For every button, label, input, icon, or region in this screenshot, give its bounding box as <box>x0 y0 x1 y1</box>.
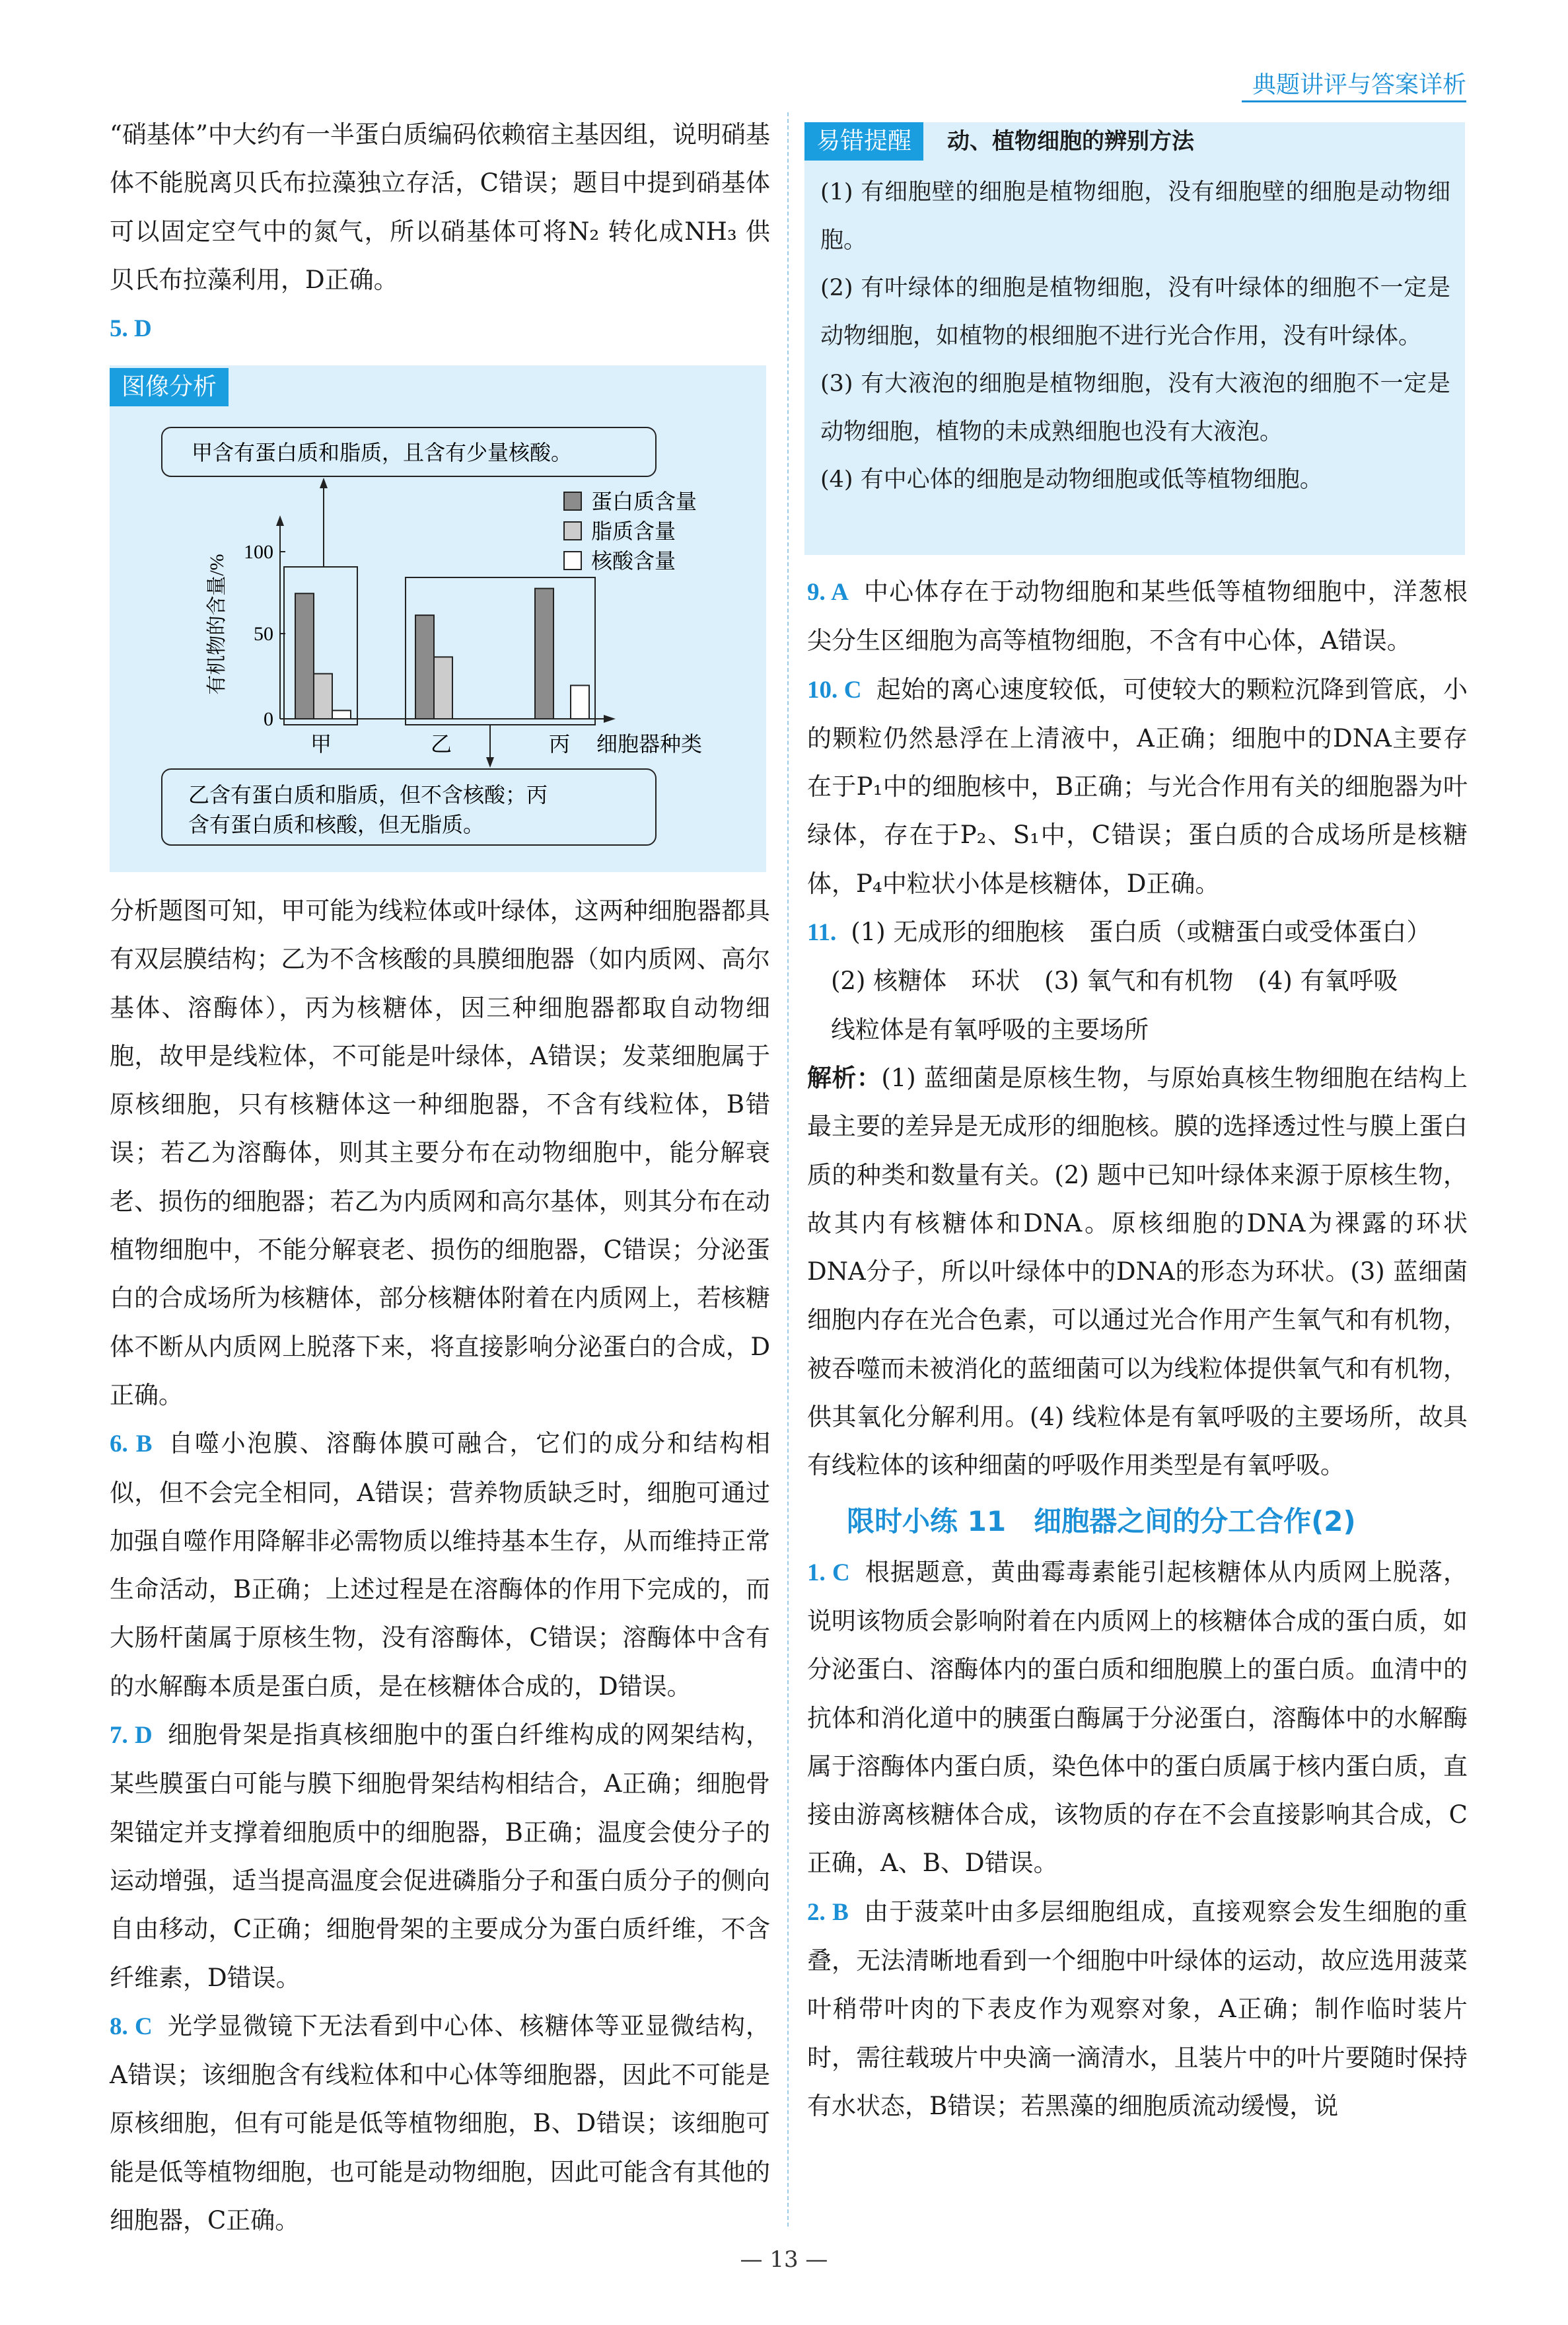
explanation <box>807 1054 1468 1490</box>
answer-number: 8. C <box>110 2012 153 2040</box>
answer-number: 6. B <box>110 1430 153 1458</box>
answer-text: (2) 核糖体 环状 (3) 氧气和有机物 (4) 有氧呼吸 <box>831 967 1398 996</box>
arrow-up-icon <box>320 478 328 488</box>
bar-丙-0 <box>535 589 553 719</box>
answer-s1 <box>807 1548 1468 1888</box>
x-tick-label: 乙 <box>430 732 452 756</box>
answer-text: (1) 无成形的细胞核 蛋白质（或糖蛋白或受体蛋白） <box>851 918 1431 947</box>
paragraph: “硝基体”中大约有一半蛋白质编码依赖宿主基因组，说明硝基体不能脱离贝氏布拉藻独立存活，C错误；题目中提到硝基体可以固定空气中的氮气，所以硝基体可将N₂ 转化成NH₃ 供贝氏布拉藻利用，D正确。 <box>110 120 770 294</box>
legend-swatch <box>564 552 581 570</box>
bar-乙-0 <box>415 615 434 719</box>
answer-text: 线粒体是有氧呼吸的主要场所 <box>831 1015 1149 1044</box>
x-tick-label: 丙 <box>548 732 571 756</box>
y-axis-label: 有机物的含量/% <box>206 554 228 695</box>
legend-label: 脂质含量 <box>591 519 676 543</box>
bar-乙-1 <box>434 657 452 719</box>
answer-number: 5. D <box>110 315 152 343</box>
x-tick-label: 甲 <box>310 732 332 756</box>
answer-number: 2. B <box>807 1898 849 1926</box>
answer-number: 11. <box>807 919 837 947</box>
answer-text: 根据题意，黄曲霉毒素能引起核糖体从内质网上脱落，说明该物质会影响附着在内质网上的核糖体合成的蛋白质，如分泌蛋白、溶酶体内的蛋白质和细胞膜上的蛋白质。血清中的抗体和消化道中的胰蛋白酶属于分泌蛋白，溶酶体中的水解酶属于溶酶体内蛋白质，染色体中的蛋白质属于核内蛋白质，直接由游离核糖体合成，该物质的存在不会直接影响其合成，C正确，A、B、D错误。 <box>807 1557 1468 1878</box>
analysis-paragraph: 分析题图可知，甲可能为线粒体或叶绿体，这两种细胞器都具有双层膜结构；乙为不含核酸的具膜细胞器（如内质网、高尔基体、溶酶体），丙为核糖体，因三种细胞器都取自动物细胞，故甲是线粒体，不可能是叶绿体，A错误；发菜细胞属于原核细胞，只有核糖体这一种细胞器，不含有线粒体，B错误；若乙为溶酶体，则其主要分布在动物细胞中，能分解衰老、损伤的细胞器；若乙为内质网和高尔基体，则其分布在动植物细胞中，不能分解衰老、损伤的细胞器，C错误；分泌蛋白的合成场所为核糖体，部分核糖体附着在内质网上，若核糖体不断从内质网上脱落下来，将直接影响分泌蛋白的合成，D正确。 <box>110 897 770 1409</box>
answer-9 <box>807 568 1468 665</box>
tip-item: (4) 有中心体的细胞是动物细胞或低等植物细胞。 <box>820 466 1323 493</box>
bar-甲-0 <box>295 593 314 719</box>
answer-11 <box>807 908 1468 957</box>
answer-10 <box>807 665 1468 908</box>
left-column-top <box>110 110 770 353</box>
bar-丙-2 <box>571 685 589 719</box>
left-column-body <box>110 887 770 2244</box>
bar-chart <box>106 357 773 872</box>
x-axis-label: 细胞器种类 <box>596 732 703 756</box>
answer-8 <box>110 2002 770 2244</box>
answer-text: 中心体存在于动物细胞和某些低等植物细胞中，洋葱根尖分生区细胞为高等植物细胞，不含有中心体，A错误。 <box>807 577 1468 655</box>
top-callout-text: 甲含有蛋白质和脂质，且含有少量核酸。 <box>192 441 573 464</box>
analysis-tag: 图像分析 <box>110 368 229 406</box>
legend-label: 蛋白质含量 <box>591 490 697 513</box>
tip-item: (2) 有叶绿体的细胞是植物细胞，没有叶绿体的细胞不一定是动物细胞，如植物的根细胞不进行光合作用，没有叶绿体。 <box>820 275 1450 350</box>
running-header: 典题讲评与答案详析 <box>1252 71 1466 98</box>
legend-swatch <box>564 492 581 510</box>
answer-text: 细胞骨架是指真核细胞中的蛋白纤维构成的网架结构，某些膜蛋白可能与膜下细胞骨架结构相结合，A正确；细胞骨架锚定并支撑着细胞质中的细胞器，B正确；温度会使分子的运动增强，适当提高温度会促进磷脂分子和蛋白质分子的侧向自由移动，C正确；细胞骨架的主要成分为蛋白质纤维，不含纤维素，D错误。 <box>110 1720 770 1992</box>
answer-text: 起始的离心速度较低，可使较大的颗粒沉降到管底，小的颗粒仍然悬浮在上清液中，A正确；细胞中的DNA主要存在于P₁中的细胞核中，B正确；与光合作用有关的细胞器为叶绿体，存在于P₂、S₁中，C错误；蛋白质的合成场所是核糖体，P₄中粒状小体是核糖体，D正确。 <box>807 675 1468 898</box>
answer-text: 由于菠菜叶由多层细胞组成，直接观察会发生细胞的重叠，无法清晰地看到一个细胞中叶绿体的运动，故应选用菠菜叶稍带叶肉的下表皮作为观察对象，A正确；制作临时装片时，需往载玻片中央滴一滴清水，且装片中的叶片要随时保持有水状态，B错误；若黑藻的细胞质流动缓慢，说 <box>807 1897 1468 2120</box>
answer-6 <box>110 1419 770 1711</box>
section-title: 限时小练 11 细胞器之间的分工合作(2) <box>847 1504 1356 1537</box>
y-tick-label: 50 <box>254 623 273 645</box>
explanation-text: (1) 蓝细菌是原核生物，与原始真核生物细胞在结构上最主要的差异是无成形的细胞核。膜的选择透过性与膜上蛋白质的种类和数量有关。(2) 题中已知叶绿体来源于原核生物，故其内有核糖体和DNA。原核细胞的DNA为裸露的环状DNA分子，所以叶绿体中的DNA的形态为环状。(3) 蓝细菌细胞内存在光合色素，可以通过光合作用产生氧气和有机物，被吞噬而未被消化的蓝细菌可以为线粒体提供氧气和有机物，供其氧化分解利用。(4) 线粒体是有氧呼吸的主要场所，故具有线粒体的该种细菌的呼吸作用类型是有氧呼吸。 <box>807 1063 1468 1480</box>
legend-swatch <box>564 522 581 540</box>
tip-item: (1) 有细胞壁的细胞是植物细胞，没有细胞壁的细胞是动物细胞。 <box>820 179 1450 254</box>
answer-text: 光学显微镜下无法看到中心体、核糖体等亚显微结构，A错误；该细胞含有线粒体和中心体等细胞器，因此不可能是原核细胞，但有可能是低等植物细胞，B、D错误；该细胞可能是低等植物细胞，也可能是动物细胞，因此可能含有其他的细胞器，C正确。 <box>110 2011 770 2235</box>
answer-s2 <box>807 1888 1468 2130</box>
tip-item: (3) 有大液泡的细胞是植物细胞，没有大液泡的细胞不一定是动物细胞，植物的未成熟细胞也没有大液泡。 <box>820 371 1450 445</box>
right-column-body <box>807 568 1468 2130</box>
tip-tag: 易错提醒 <box>804 122 923 161</box>
header-rule <box>1242 100 1466 102</box>
tip-box <box>804 122 1465 555</box>
y-tick-label: 0 <box>264 708 273 730</box>
answer-number: 10. C <box>807 676 862 704</box>
answer-number: 7. D <box>110 1722 153 1750</box>
explanation-label: 解析： <box>807 1063 882 1092</box>
answer-number: 1. C <box>807 1559 850 1586</box>
page-number: — 13 — <box>740 2246 828 2273</box>
answer-7 <box>110 1711 770 2002</box>
bottom-callout-text: 乙含有蛋白质和脂质，但不含核酸；丙 <box>188 783 548 807</box>
legend-label: 核酸含量 <box>591 549 676 573</box>
tip-title: 动、植物细胞的辨别方法 <box>947 128 1195 155</box>
column-divider <box>787 112 789 2227</box>
y-tick-label: 100 <box>244 541 273 563</box>
bar-甲-2 <box>332 710 351 719</box>
bar-甲-1 <box>314 674 332 719</box>
arrow-down-icon <box>486 757 494 768</box>
answer-text: 自噬小泡膜、溶酶体膜可融合，它们的成分和结构相似，但不会完全相同，A错误；营养物质缺乏时，细胞可通过加强自噬作用降解非必需物质以维持基本生存，从而维持正常生命活动，B正确；上述过程是在溶酶体的作用下完成的，而大肠杆菌属于原核生物，没有溶酶体，C错误；溶酶体中含有的水解酶本质是蛋白质，是在核糖体合成的，D错误。 <box>110 1429 770 1701</box>
bottom-callout-text: 含有蛋白质和核酸，但无脂质。 <box>188 813 485 836</box>
answer-number: 9. A <box>807 579 849 606</box>
